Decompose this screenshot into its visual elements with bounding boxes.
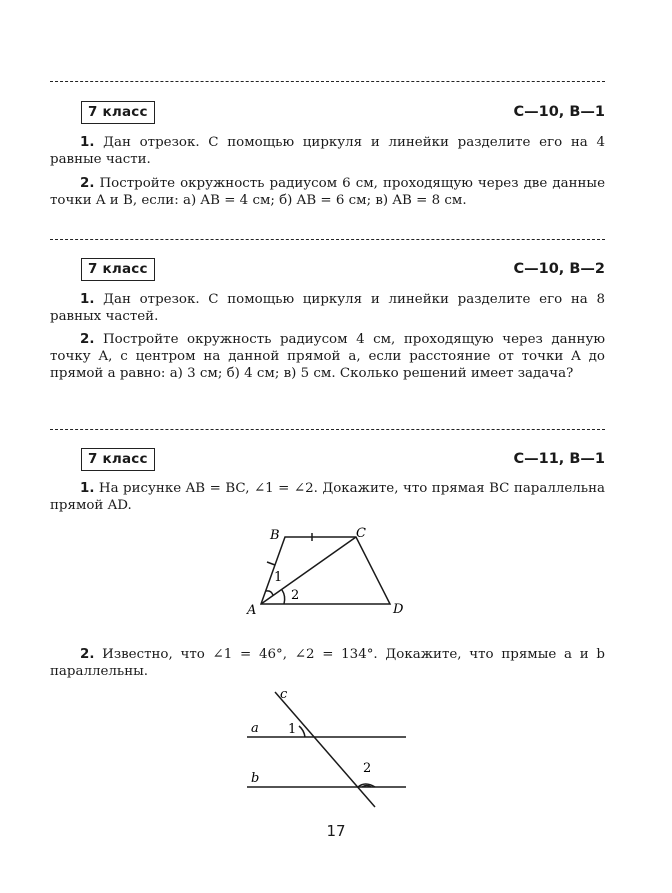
problem-body: Известно, что ∠1 = 46°, ∠2 = 134°. Докажите, что прямые a и b параллельны. (50, 647, 605, 679)
label-a: a (251, 721, 259, 736)
problem-number: 1. (80, 135, 95, 150)
problem-number: 2. (80, 176, 95, 191)
label-c: c (280, 687, 288, 702)
variant-code: С—10, В—2 (513, 261, 605, 277)
section-separator (50, 429, 605, 430)
problem-text (50, 331, 605, 382)
section-separator (50, 239, 605, 240)
angle-arc-1 (299, 726, 305, 737)
trapezoid-figure (240, 520, 420, 620)
label-a: A (247, 603, 257, 618)
problem-text (50, 291, 605, 325)
problem-text (50, 134, 605, 168)
label-d: D (393, 602, 404, 617)
section-header (81, 258, 605, 280)
label-b: b (251, 771, 260, 786)
problem-body: Дан отрезок. С помощью циркуля и линейки разделите его на 8 равных частей. (50, 292, 605, 324)
section-separator (50, 81, 605, 82)
label-b: B (270, 528, 280, 543)
variant-code: С—11, В—1 (513, 451, 605, 467)
section-header (81, 101, 605, 123)
angle-label-2: 2 (291, 588, 300, 603)
problem-number: 2. (80, 332, 95, 347)
problem-text (50, 480, 605, 514)
problem-body: Постройте окружность радиусом 4 см, проходящую через данную точку A, с центром на данной прямой a, если расстояние от точки A до прямой a равно: а) 3 см; б) 4 см; в) 5 см. Сколько решений имеет задача? (50, 332, 605, 381)
grade-badge: 7 класс (81, 448, 155, 471)
angle-arc-2 (282, 590, 285, 604)
problem-number: 1. (80, 292, 95, 307)
grade-badge: 7 класс (81, 101, 155, 124)
transversal-c (275, 692, 375, 807)
label-c: C (356, 526, 366, 541)
tick-mark-ab (267, 562, 275, 565)
variant-code: С—10, В—1 (513, 104, 605, 120)
angle-label-1: 1 (288, 722, 297, 737)
section-header (81, 448, 605, 470)
angle-arc-1 (266, 591, 273, 595)
problem-number: 2. (80, 647, 95, 662)
grade-badge: 7 класс (81, 258, 155, 281)
problem-text (50, 175, 605, 209)
problem-text (50, 646, 605, 680)
page-number: 17 (326, 822, 346, 840)
angle-label-2: 2 (363, 761, 372, 776)
angle-label-1: 1 (274, 570, 283, 585)
problem-body: Дан отрезок. С помощью циркуля и линейки разделите его на 4 равные части. (50, 135, 605, 167)
parallel-lines-figure (240, 685, 420, 810)
problem-body: На рисунке AB = BC, ∠1 = ∠2. Докажите, что прямая BC параллельна прямой AD. (50, 481, 605, 513)
problem-number: 1. (80, 481, 95, 496)
problem-body: Постройте окружность радиусом 6 см, проходящую через две данные точки A и B, если: а) AB = 4 см; б) AB = 6 см; в) AB = 8 см. (50, 176, 605, 208)
